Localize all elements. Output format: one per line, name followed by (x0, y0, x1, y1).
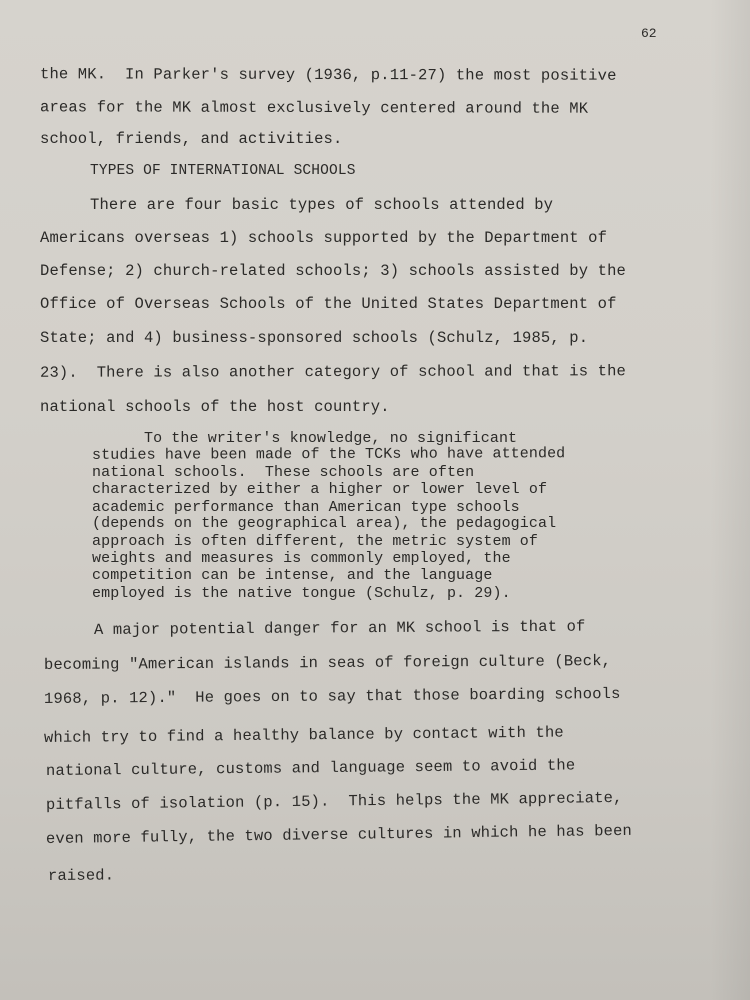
quote-line: characterized by either a higher or lower level of (92, 481, 548, 498)
quote-line: studies have been made of the TCKs who have attended (91, 445, 566, 464)
text-line: raised. (47, 866, 115, 885)
quote-line: (depends on the geographical area), the pedagogical (92, 515, 557, 532)
text-line: the MK. In Parker's survey (1936, p.11-27) the most positive (39, 65, 617, 85)
text-line: becoming "American islands in seas of foreign culture (Beck, (43, 652, 612, 674)
text-line: 23). There is also another category of school and that is the (39, 362, 627, 382)
section-heading: TYPES OF INTERNATIONAL SCHOOLS (90, 163, 356, 179)
quote-line: competition can be intense, and the language (92, 567, 493, 584)
text-line: There are four basic types of schools attended by (90, 196, 554, 214)
text-line: Office of Overseas Schools of the United States Department of (40, 295, 617, 313)
text-line: which try to find a healthy balance by contact with the (43, 723, 564, 747)
text-line: State; and 4) business-sponsored schools (Schulz, 1985, p. (40, 329, 589, 347)
text-line: Defense; 2) church-related schools; 3) schools assisted by the (40, 262, 626, 280)
page-shadow (710, 0, 750, 1000)
quote-line: approach is often different, the metric system of (92, 533, 538, 550)
quote-line: academic performance than American type schools (92, 499, 520, 516)
page-number: 62 (641, 26, 657, 41)
quote-line: To the writer's knowledge, no significant (144, 430, 518, 447)
text-line: areas for the MK almost exclusively centered around the MK (39, 98, 589, 118)
text-line: school, friends, and activities. (40, 130, 343, 148)
quote-line: weights and measures is commonly employed, the (92, 550, 511, 567)
text-line: 1968, p. 12)." He goes on to say that those boarding schools (43, 684, 621, 708)
quote-line: national schools. These schools are often (92, 464, 475, 481)
text-line: pitfalls of isolation (p. 15). This helps the MK appreciate, (45, 788, 623, 814)
quote-line: employed is the native tongue (Schulz, p. 29). (92, 585, 511, 602)
text-line: A major potential danger for an MK school is that of (93, 617, 586, 639)
text-line: Americans overseas 1) schools supported by the Department of (40, 229, 608, 247)
text-line: national schools of the host country. (40, 398, 390, 416)
text-line: national culture, customs and language seem to avoid the (45, 756, 576, 780)
text-line: even more fully, the two diverse cultures in which he has been (45, 821, 633, 848)
